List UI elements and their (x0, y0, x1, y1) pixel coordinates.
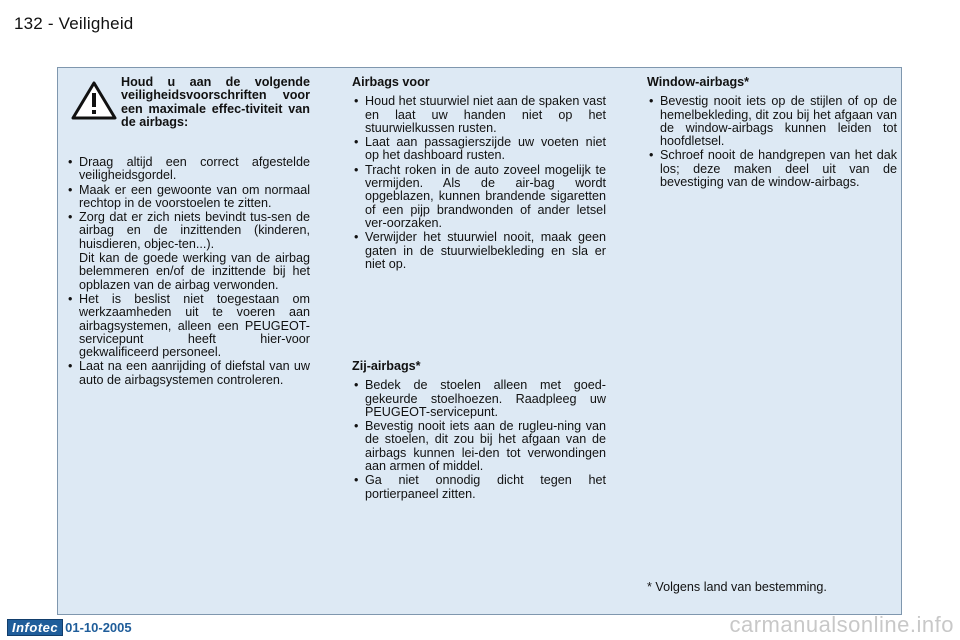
footer-badge (7, 620, 132, 635)
list-item: • Zorg dat er zich niets bevindt tus-sen de airbag en de inzittenden (kinderen, huisdieren, objec-ten...). (66, 211, 310, 251)
list-item-continuation: Dit kan de goede werking van de airbag belemmeren en/of de inzittende bij het opblazen van de airbag verwonden. (79, 251, 310, 292)
list-item: • Houd het stuurwiel niet aan de spaken vast en laat uw handen niet op het stuurwielkussen rusten. (352, 95, 606, 135)
general-list (66, 156, 310, 387)
list-item: • Bevestig nooit iets op de stijlen of op de hemelbekleding, dit zou bij het afgaan van de window-airbags kunnen leiden tot hoofdletsel. (647, 95, 897, 148)
watermark: carmanualsonline.info (729, 612, 954, 637)
list-item: • Tracht roken in de auto zoveel mogelijk te vermijden. Als de air-bag wordt opgeblazen, kunnen brandende sigaretten of een pijp brandwonden of ander letsel ver-oorzaken. (352, 164, 606, 230)
list-item: • Draag altijd een correct afgestelde veiligheidsgordel. (66, 156, 310, 183)
safety-panel (57, 67, 902, 615)
section-title: Airbags voor (352, 75, 430, 89)
airbags-voor-list (352, 95, 606, 271)
page-title: 132 - Veiligheid (14, 14, 134, 33)
list-item: • Bedek de stoelen alleen met goed-gekeurde stoelhoezen. Raadpleeg uw PEUGEOT-servicepunt. (352, 379, 606, 419)
list-item: • Schroef nooit de handgrepen van het dak los; deze maken deel uit van de bevestiging van de window-airbags. (647, 149, 897, 189)
window-airbags-column (647, 76, 897, 190)
list-item: • Laat na een aanrijding of diefstal van uw auto de airbagsystemen controleren. (66, 360, 310, 387)
zij-airbags-section (352, 360, 606, 502)
warning-text: Houd u aan de volgende veiligheidsvoorschriften voor een maximale effec-tiviteit van de airbags: (121, 75, 310, 129)
airbags-voor-column (352, 76, 606, 272)
warning-triangle-icon (71, 80, 117, 120)
list-item: • Laat aan passagierszijde uw voeten niet op het dashboard rusten. (352, 136, 606, 163)
list-item: • Het is beslist niet toegestaan om werkzaamheden uit te voeren aan airbagsystemen, alleen een PEUGEOT-servicepunt heeft hier-voor gekwalificeerd personeel. (66, 293, 310, 359)
footnote: * Volgens land van bestemming. (647, 580, 827, 594)
list-item: • Ga niet onnodig dicht tegen het portierpaneel zitten. (352, 474, 606, 501)
window-airbags-list (647, 95, 897, 189)
list-item: • Maak er een gewoonte van om normaal rechtop in de voorstoelen te zitten. (66, 184, 310, 211)
footer-date: 01-10-2005 (65, 620, 132, 635)
list-item: • Bevestig nooit iets aan de rugleu-ning van de stoelen, dit zou bij het afgaan van de airbags kunnen lei-den tot verwondingen aan armen of middel. (352, 420, 606, 473)
warning-block (66, 76, 310, 156)
zij-airbags-list (352, 379, 606, 501)
general-column (66, 76, 310, 388)
list-item: • Verwijder het stuurwiel nooit, maak geen gaten in de stuurwielbekleding en sla er niet op. (352, 231, 606, 271)
section-title: Window-airbags* (647, 75, 750, 89)
infotec-logo: Infotec (7, 619, 63, 636)
section-title: Zij-airbags* (352, 359, 421, 373)
